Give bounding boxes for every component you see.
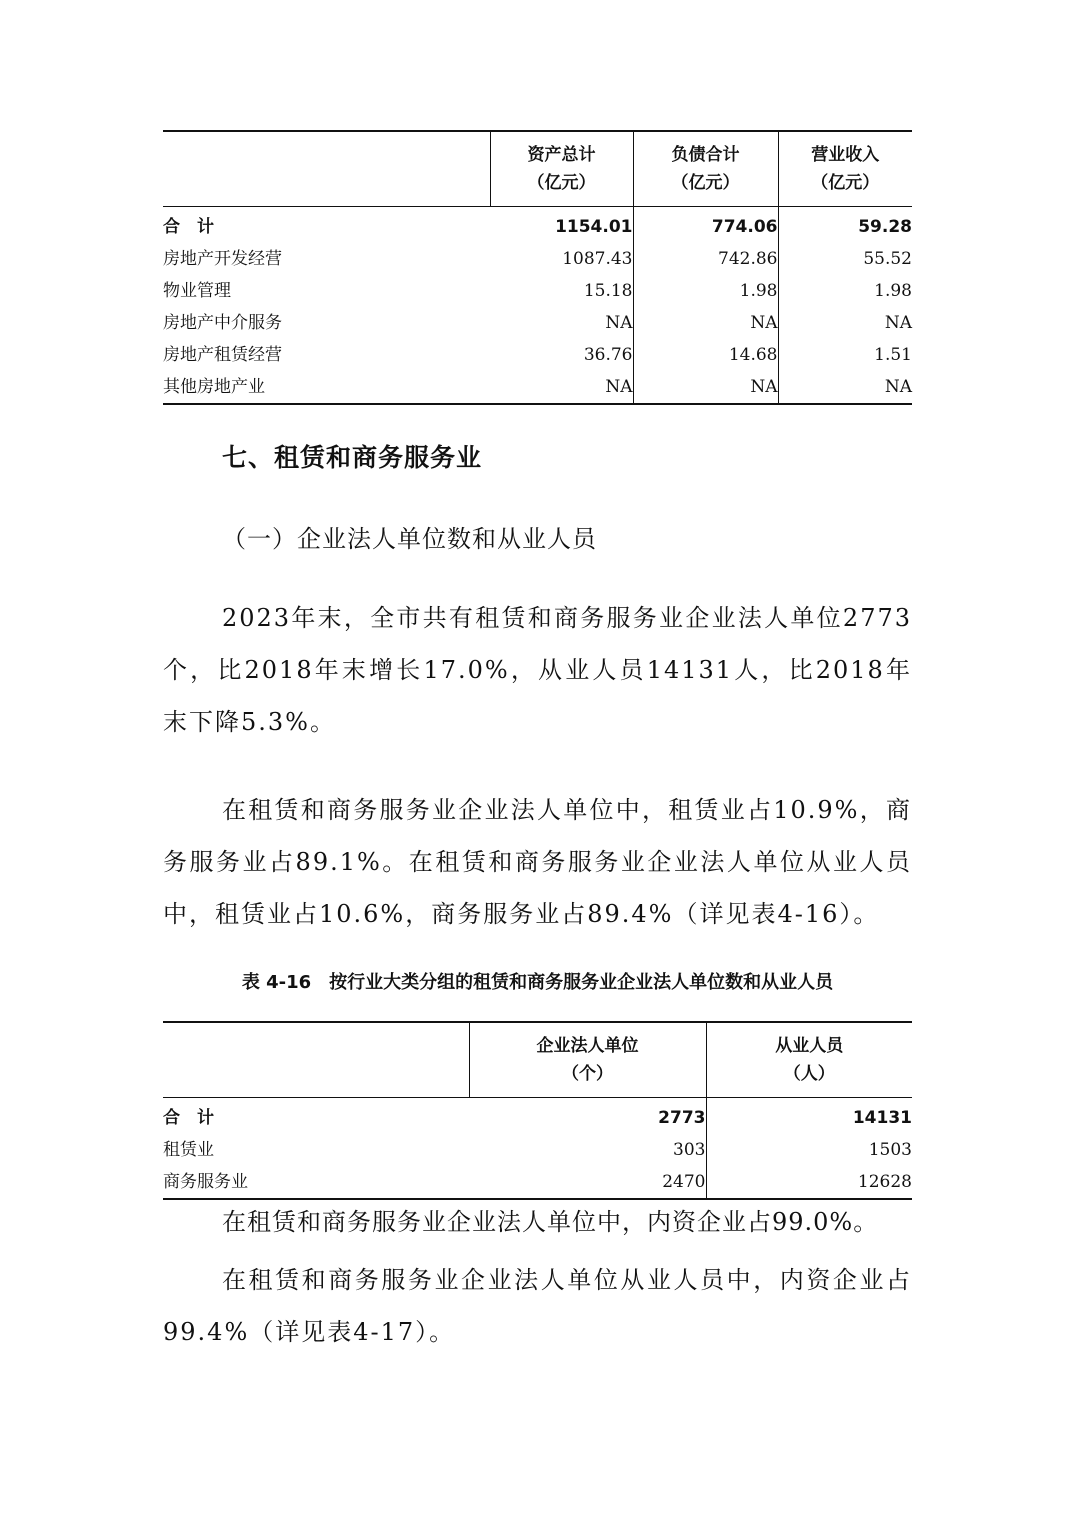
row-label: 房地产中介服务 <box>163 312 282 333</box>
table-row <box>163 275 912 307</box>
table-cell: 2470 <box>469 1166 706 1199</box>
table-stub-header <box>163 1022 469 1098</box>
row-label: 合 计 <box>163 216 214 237</box>
column-header: 企业法人单位 （个） <box>469 1022 706 1098</box>
table-cell: 1087.43 <box>490 243 633 275</box>
column-header: 营业收入 （亿元） <box>778 131 912 207</box>
leasing-business-table <box>163 1021 912 1200</box>
body-paragraph: 在租赁和商务服务业企业法人单位从业人员中，内资企业占99.4%（详见表4-17）。 <box>163 1266 912 1346</box>
table-cell: 14.68 <box>633 339 778 371</box>
row-label: 房地产租赁经营 <box>163 344 282 365</box>
table-cell: NA <box>633 371 778 404</box>
section-heading: 七、租赁和商务服务业 <box>222 443 483 472</box>
table-row <box>163 207 912 244</box>
table-cell: 59.28 <box>858 216 912 237</box>
table-row <box>163 371 912 404</box>
table-row <box>163 307 912 339</box>
column-header: 从业人员 （人） <box>706 1022 912 1098</box>
table-row <box>163 1166 912 1199</box>
row-label: 房地产开发经营 <box>163 248 282 269</box>
body-paragraph: 在租赁和商务服务业企业法人单位中，内资企业占99.0%。 <box>222 1208 879 1236</box>
table-row <box>163 1134 912 1166</box>
table-cell: NA <box>884 312 912 333</box>
row-label: 商务服务业 <box>163 1166 469 1199</box>
table-header-row <box>163 1022 912 1098</box>
table-row <box>163 1098 912 1135</box>
table-cell: NA <box>778 371 912 404</box>
table-cell: 774.06 <box>633 207 778 244</box>
table-cell: 1.98 <box>633 275 778 307</box>
real-estate-finance-table <box>163 130 912 405</box>
table-cell: 742.86 <box>633 243 778 275</box>
table-cell: NA <box>490 371 633 404</box>
table-cell: NA <box>490 307 633 339</box>
table-cell: 55.52 <box>863 248 912 269</box>
body-paragraph: 在租赁和商务服务业企业法人单位中，租赁业占10.9%，商务服务业占89.1%。在租赁和商务服务业企业法人单位从业人员中，租赁业占10.6%，商务服务业占89.4%（详见表4-16）。 <box>163 796 912 928</box>
table-cell: 2773 <box>469 1098 706 1135</box>
sub-heading: （一）企业法人单位数和从业人员 <box>222 525 597 553</box>
column-header: 资产总计 （亿元） <box>490 131 633 207</box>
row-label: 合 计 <box>163 1107 214 1128</box>
table-cell: 36.76 <box>490 339 633 371</box>
table-cell: 14131 <box>852 1107 912 1128</box>
row-label: 其他房地产业 <box>163 371 490 404</box>
row-label: 物业管理 <box>163 280 231 301</box>
table-stub-header <box>163 131 490 207</box>
table-cell: 1503 <box>868 1139 912 1160</box>
column-header: 负债合计 （亿元） <box>633 131 778 207</box>
body-paragraph: 2023年末，全市共有租赁和商务服务业企业法人单位2773个，比2018年末增长17.0%，从业人员14131人，比2018年末下降5.3%。 <box>163 604 912 736</box>
table-header-row <box>163 131 912 207</box>
table-cell: NA <box>633 307 778 339</box>
table-row <box>163 243 912 275</box>
table-cell: 1154.01 <box>490 207 633 244</box>
table-cell: 12628 <box>706 1166 912 1199</box>
table-caption: 表 4-16 按行业大类分组的租赁和商务服务业企业法人单位数和从业人员 <box>241 972 834 993</box>
table-cell: 1.51 <box>874 344 912 365</box>
table-row <box>163 339 912 371</box>
table-cell: 303 <box>469 1134 706 1166</box>
table-cell: 15.18 <box>490 275 633 307</box>
row-label: 租赁业 <box>163 1139 214 1160</box>
table-cell: 1.98 <box>874 280 912 301</box>
